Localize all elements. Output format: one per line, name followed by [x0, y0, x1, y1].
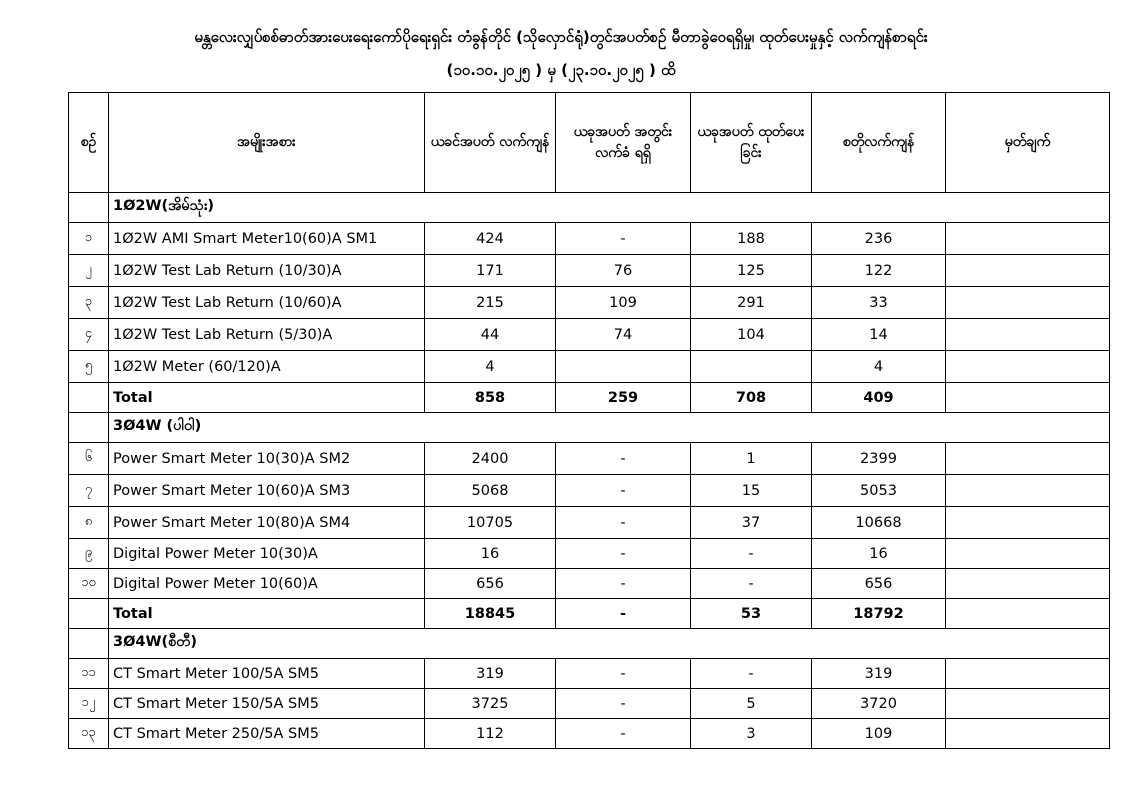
row-issued: -: [691, 569, 812, 599]
row-issued: 188: [691, 223, 812, 255]
row-balance: 2399: [812, 443, 946, 475]
date-range: (၁၀.၁၀.၂၀၂၅ ) မှ (၂၃.၁၀.၂၀၂၅ ) ထိ: [446, 61, 676, 79]
row-prev: 5068: [425, 475, 556, 507]
row-no: ၁၂: [69, 689, 109, 719]
row-received: 76: [556, 255, 691, 287]
col-header-received: ယခုအပတ် အတွင်းလက်ခံ ရရှိ: [556, 93, 691, 193]
row-balance: 16: [812, 539, 946, 569]
total-received: 259: [556, 383, 691, 413]
col-header-balance: စတိုလက်ကျန်: [812, 93, 946, 193]
row-prev: 3725: [425, 689, 556, 719]
row-issued: 3: [691, 719, 812, 749]
table-row: [69, 443, 1110, 475]
table-row: [69, 569, 1110, 599]
total-balance: 409: [812, 383, 946, 413]
row-received: -: [556, 223, 691, 255]
table-row: [69, 223, 1110, 255]
row-remark: [946, 689, 1110, 719]
row-issued: 37: [691, 507, 812, 539]
row-received: 74: [556, 319, 691, 351]
section-title: 3Ø4W (ပါဝါ): [109, 413, 1110, 443]
row-no: ၅: [69, 351, 109, 383]
row-received: -: [556, 569, 691, 599]
row-received: 109: [556, 287, 691, 319]
row-no: ၈: [69, 507, 109, 539]
row-no: ၃: [69, 287, 109, 319]
table-row: [69, 689, 1110, 719]
section-header-row: [69, 629, 1110, 659]
total-balance: 18792: [812, 599, 946, 629]
inventory-table: [68, 92, 1110, 749]
header-row: [69, 93, 1110, 193]
row-issued: 5: [691, 689, 812, 719]
table-row: [69, 719, 1110, 749]
row-no: ၇: [69, 475, 109, 507]
row-type: 1Ø2W Test Lab Return (10/30)A: [109, 255, 425, 287]
total-prev: 858: [425, 383, 556, 413]
total-issued: 53: [691, 599, 812, 629]
col-header-remark: မှတ်ချက်: [946, 93, 1110, 193]
row-prev: 319: [425, 659, 556, 689]
table-row: [69, 255, 1110, 287]
row-remark: [946, 287, 1110, 319]
row-no: ၄: [69, 319, 109, 351]
row-no: ၁: [69, 223, 109, 255]
row-received: -: [556, 659, 691, 689]
row-received: -: [556, 475, 691, 507]
row-issued: [691, 351, 812, 383]
row-type: 1Ø2W AMI Smart Meter10(60)A SM1: [109, 223, 425, 255]
row-prev: 215: [425, 287, 556, 319]
total-label: Total: [109, 599, 425, 629]
section-header-row: [69, 193, 1110, 223]
row-remark: [946, 539, 1110, 569]
row-issued: -: [691, 659, 812, 689]
table-row: [69, 475, 1110, 507]
row-balance: 319: [812, 659, 946, 689]
row-prev: 10705: [425, 507, 556, 539]
total-row: [69, 599, 1110, 629]
row-prev: 656: [425, 569, 556, 599]
total-received: -: [556, 599, 691, 629]
row-issued: 1: [691, 443, 812, 475]
row-prev: 112: [425, 719, 556, 749]
row-remark: [946, 351, 1110, 383]
total-row: [69, 383, 1110, 413]
row-balance: 4: [812, 351, 946, 383]
row-issued: 15: [691, 475, 812, 507]
row-type: 1Ø2W Test Lab Return (5/30)A: [109, 319, 425, 351]
row-remark: [946, 659, 1110, 689]
row-type: Power Smart Meter 10(30)A SM2: [109, 443, 425, 475]
row-remark: [946, 443, 1110, 475]
section-title: 3Ø4W(စီတီ): [109, 629, 1110, 659]
row-no: ၉: [69, 539, 109, 569]
row-prev: 171: [425, 255, 556, 287]
row-remark: [946, 255, 1110, 287]
row-remark: [946, 719, 1110, 749]
col-header-no: စဉ်: [69, 93, 109, 193]
row-prev: 2400: [425, 443, 556, 475]
section-title: 1Ø2W(အိမ်သုံး): [109, 193, 1110, 223]
row-prev: 44: [425, 319, 556, 351]
row-balance: 109: [812, 719, 946, 749]
row-type: 1Ø2W Meter (60/120)A: [109, 351, 425, 383]
table-row: [69, 507, 1110, 539]
col-header-type: အမျိုးအစား: [109, 93, 425, 193]
row-no: ၁၀: [69, 569, 109, 599]
row-type: Digital Power Meter 10(60)A: [109, 569, 425, 599]
col-header-prev: ယခင်အပတ် လက်ကျန်: [425, 93, 556, 193]
table-row: [69, 319, 1110, 351]
row-type: Power Smart Meter 10(60)A SM3: [109, 475, 425, 507]
total-issued: 708: [691, 383, 812, 413]
row-issued: 291: [691, 287, 812, 319]
row-type: Digital Power Meter 10(30)A: [109, 539, 425, 569]
table-row: [69, 659, 1110, 689]
col-header-issued: ယခုအပတ် ထုတ်ပေးခြင်း: [691, 93, 812, 193]
row-issued: 104: [691, 319, 812, 351]
table-row: [69, 539, 1110, 569]
row-received: [556, 351, 691, 383]
row-balance: 5053: [812, 475, 946, 507]
row-prev: 4: [425, 351, 556, 383]
row-balance: 122: [812, 255, 946, 287]
row-balance: 656: [812, 569, 946, 599]
row-no: ၂: [69, 255, 109, 287]
row-received: -: [556, 443, 691, 475]
row-type: CT Smart Meter 250/5A SM5: [109, 719, 425, 749]
row-balance: 3720: [812, 689, 946, 719]
row-type: CT Smart Meter 150/5A SM5: [109, 689, 425, 719]
document-title: မန္တလေးလျှပ်စစ်ဓာတ်အားပေးရေးကော်ပိုရေးရှင်း တံခွန်တိုင် (သိုလှောင်ရုံ)တွင်အပတ်စဉ် မီတာခွဲဝေရရှိမှု၊ ထုတ်ပေးမှုနှင့် လက်ကျန်စာရင်း: [194, 28, 928, 46]
table-row: [69, 351, 1110, 383]
row-type: 1Ø2W Test Lab Return (10/60)A: [109, 287, 425, 319]
row-type: Power Smart Meter 10(80)A SM4: [109, 507, 425, 539]
row-remark: [946, 507, 1110, 539]
row-received: -: [556, 507, 691, 539]
row-issued: 125: [691, 255, 812, 287]
row-balance: 33: [812, 287, 946, 319]
row-remark: [946, 569, 1110, 599]
row-no: ၁၃: [69, 719, 109, 749]
row-balance: 236: [812, 223, 946, 255]
row-issued: -: [691, 539, 812, 569]
row-no: ၆: [69, 443, 109, 475]
total-label: Total: [109, 383, 425, 413]
row-prev: 424: [425, 223, 556, 255]
row-received: -: [556, 719, 691, 749]
section-header-row: [69, 413, 1110, 443]
row-balance: 10668: [812, 507, 946, 539]
table-row: [69, 287, 1110, 319]
row-no: ၁၁: [69, 659, 109, 689]
row-received: -: [556, 689, 691, 719]
row-type: CT Smart Meter 100/5A SM5: [109, 659, 425, 689]
row-remark: [946, 223, 1110, 255]
row-received: -: [556, 539, 691, 569]
total-prev: 18845: [425, 599, 556, 629]
row-remark: [946, 475, 1110, 507]
row-prev: 16: [425, 539, 556, 569]
row-balance: 14: [812, 319, 946, 351]
row-remark: [946, 319, 1110, 351]
